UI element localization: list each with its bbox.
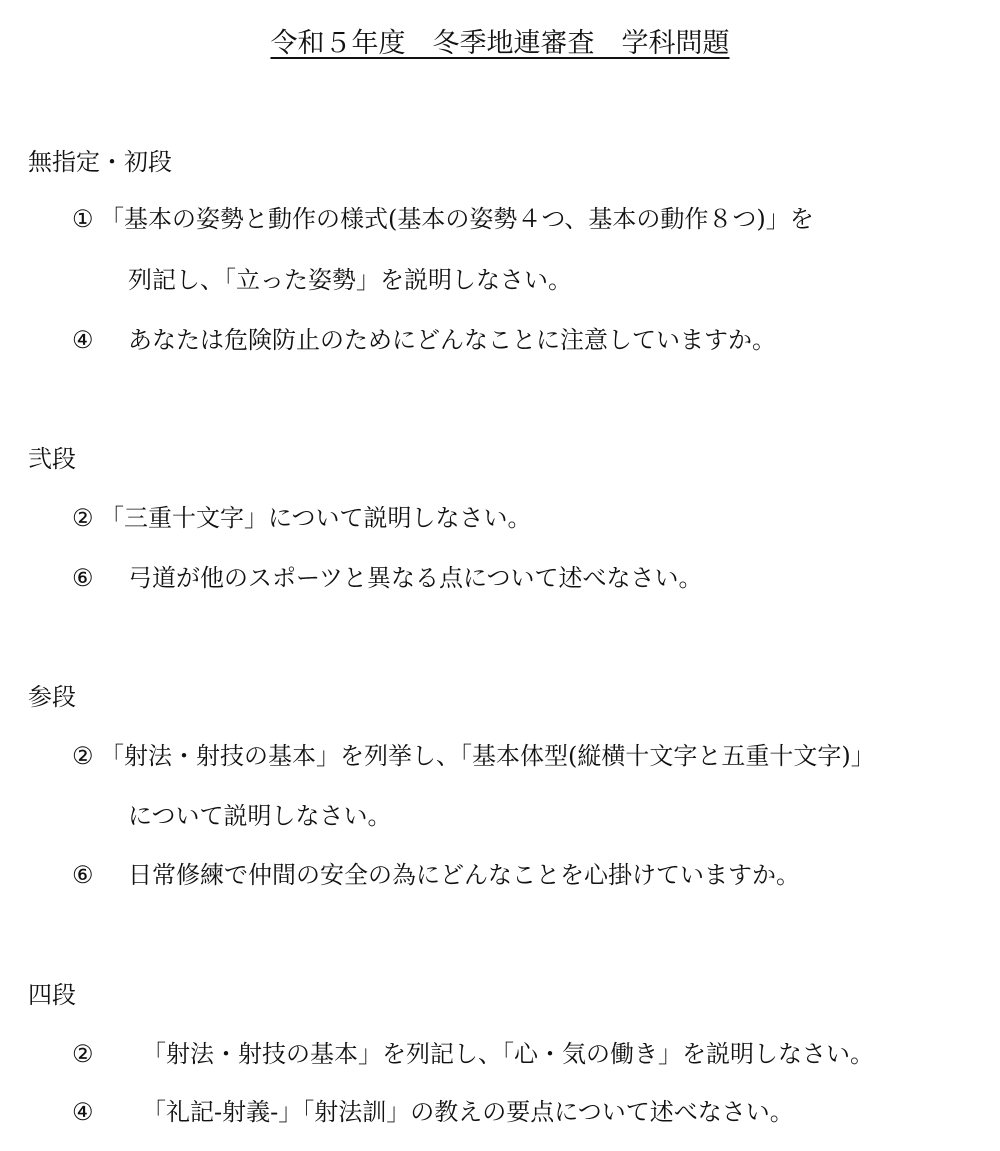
question-text: 「三重十文字」について説明しなさい。	[100, 504, 532, 532]
question-row	[72, 322, 776, 358]
question-number: ⑥	[72, 861, 94, 889]
section-heading-yondan: 四段	[28, 981, 76, 1009]
question-number: ①	[72, 205, 94, 233]
question-number: ②	[72, 742, 94, 770]
question-text: 「礼記-射義-」「射法訓」の教えの要点について述べなさい。	[142, 1098, 794, 1126]
question-row	[72, 500, 532, 536]
question-number: ⑥	[72, 564, 94, 592]
question-text: 「射法・射技の基本」を列記し、「心・気の働き」を説明しなさい。	[142, 1040, 874, 1068]
question-row	[72, 201, 814, 237]
question-text: 「射法・射技の基本」を列挙し、「基本体型(縦横十文字と五重十文字)」	[100, 742, 875, 770]
question-continuation: について説明しなさい。	[128, 802, 392, 830]
question-row	[72, 1036, 874, 1072]
question-number: ②	[72, 1040, 94, 1068]
section-heading-sandan: 参段	[28, 683, 76, 711]
question-number: ②	[72, 504, 94, 532]
page-title-text: 令和５年度 冬季地連審査 学科問題	[270, 28, 730, 59]
question-text: 「基本の姿勢と動作の様式(基本の姿勢４つ、基本の動作８つ)」を	[100, 205, 814, 233]
page-title	[0, 24, 1000, 64]
question-text: 弓道が他のスポーツと異なる点について述べなさい。	[128, 564, 703, 592]
question-row	[72, 560, 703, 596]
question-row	[72, 738, 875, 774]
question-row	[72, 1094, 794, 1130]
question-text: あなたは危険防止のためにどんなことに注意していますか。	[128, 326, 776, 354]
question-number: ④	[72, 326, 94, 354]
question-continuation: 列記し、「立った姿勢」を説明しなさい。	[128, 266, 572, 294]
section-heading-nidan: 弐段	[28, 445, 76, 473]
question-row	[72, 857, 800, 893]
section-heading-shodan: 無指定・初段	[28, 148, 172, 176]
question-text: 日常修練で仲間の安全の為にどんなことを心掛けていますか。	[128, 861, 800, 889]
question-number: ④	[72, 1098, 94, 1126]
